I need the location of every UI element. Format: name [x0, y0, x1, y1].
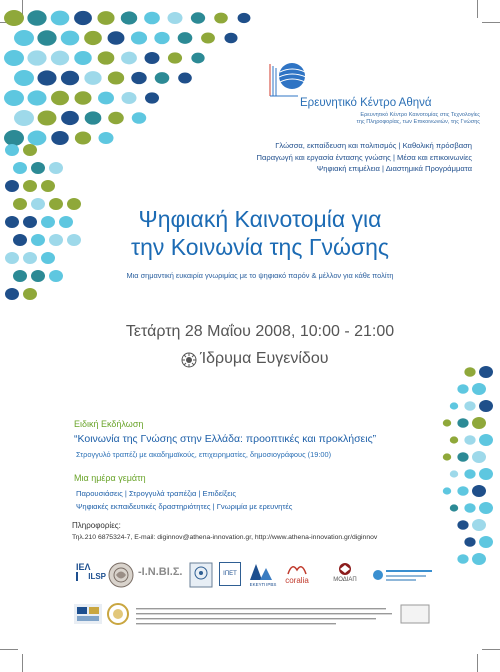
activities-line: Παρουσιάσεις | Στρογγυλά τραπέζια | Επιδείξεις: [76, 489, 236, 498]
decorative-dot: [13, 234, 27, 246]
topic-line: Παραγωγή και εργασία έντασης γνώσης | Μέσα και επικοινωνίες: [256, 152, 472, 162]
special-event-subtitle: Στρογγυλό τραπέζι με ακαδημαϊκούς, επιχειρηματίες, δημοσιογράφους (19:00): [76, 450, 332, 459]
decorative-dot: [61, 111, 79, 125]
decorative-dot: [49, 162, 63, 174]
decorative-dot: [479, 468, 493, 480]
decorative-dot: [154, 32, 169, 44]
activities-line: Ψηφιακές εκπαιδευτικές δραστηριότητες | Γνωριμία με ερευνητές: [76, 502, 293, 511]
decorative-dot: [155, 72, 170, 84]
decorative-dot: [31, 198, 45, 210]
decorative-dot: [4, 50, 24, 66]
institute-seal-icon: [108, 562, 134, 588]
research-center-logo-icon: [248, 560, 276, 582]
modiap-logo: ΜΟΔΙΑΠ: [333, 577, 357, 583]
event-subtitle: Μια σημαντική ευκαιρία γνωριμίας με το ψηφιακό παρόν & μέλλον για κάθε πολίτη: [126, 271, 394, 280]
decorative-dot: [145, 52, 160, 64]
decorative-dot: [27, 50, 46, 65]
decorative-dot: [479, 502, 493, 514]
decorative-dot: [23, 144, 37, 156]
decorative-dot: [457, 384, 468, 394]
decorative-dot: [37, 30, 56, 45]
org-description: Ερευνητικό Κέντρο Καινοτομίας στις Τεχνολογίες της Πληροφορίας, των Επικοινωνιών, της Γνώσης: [356, 112, 480, 125]
coralia-mark-icon: [286, 562, 308, 576]
decorative-dot: [450, 504, 458, 511]
decorative-dot: [5, 252, 19, 264]
info-heading: Πληροφορίες:: [72, 521, 121, 530]
inbis-logo: -Ι.Ν.ΒΙ.Σ.: [138, 566, 183, 578]
decorative-dot: [131, 32, 147, 45]
coralia-logo: coralia: [285, 576, 309, 585]
decorative-dot: [457, 418, 468, 428]
decorative-dot: [75, 91, 92, 105]
decorative-dot: [450, 436, 458, 443]
decorative-dot: [201, 32, 215, 43]
decorative-dot: [144, 12, 160, 25]
decorative-dot: [67, 234, 81, 246]
decorative-dot: [51, 11, 70, 26]
decorative-dot: [132, 112, 146, 124]
decorative-dot: [472, 417, 486, 429]
decorative-dot: [472, 553, 486, 565]
decorative-dot: [464, 503, 475, 513]
ipbs-caption: ΕΚΕΥΠ IPBS: [249, 582, 277, 587]
decorative-dot: [457, 452, 468, 462]
decorative-dot: [85, 111, 102, 124]
decorative-dot: [472, 485, 486, 497]
decorative-dot: [41, 216, 55, 228]
decorative-dot: [224, 33, 237, 43]
decorative-dot: [28, 131, 47, 146]
decorative-dot: [450, 402, 458, 409]
decorative-dot: [51, 131, 69, 145]
decorative-dot: [4, 130, 24, 146]
decorative-dot: [13, 270, 27, 282]
decorative-dot: [98, 92, 114, 105]
decorative-dot: [464, 435, 475, 445]
decorative-dot: [168, 12, 183, 24]
decorative-dot: [37, 70, 56, 85]
decorative-dot: [443, 453, 451, 460]
funding-fine-print: [136, 607, 398, 631]
decorative-dot: [121, 11, 137, 24]
decorative-dot: [457, 520, 468, 530]
decorative-dot: [31, 234, 45, 246]
org-name: Ερευνητικό Κέντρο Αθηνά: [300, 97, 432, 109]
decorative-dot: [61, 71, 79, 86]
decorative-dot: [23, 252, 37, 264]
decorative-dot: [14, 110, 34, 126]
decorative-dot: [108, 31, 125, 45]
eu-flag-icon: [74, 604, 102, 624]
decorative-dot: [41, 252, 55, 264]
topic-line: Γλώσσα, εκπαίδευση και πολιτισμός | Καθολική πρόσβαση: [275, 141, 472, 150]
fine-print-lines-icon: [136, 607, 398, 629]
decorative-dot: [5, 180, 19, 192]
decorative-dot: [38, 110, 57, 125]
special-event-title: “Κοινωνία της Γνώσης στην Ελλάδα: προοπτικές και προκλήσεις”: [74, 433, 377, 445]
decorative-dot: [479, 366, 493, 378]
decorative-dot: [5, 216, 19, 228]
decorative-dot: [464, 469, 475, 479]
decorative-dot: [178, 73, 192, 84]
research-topics: [257, 140, 473, 175]
decorative-dot: [74, 51, 92, 65]
decorative-dot: [214, 13, 228, 24]
ministry-logo-icon: [372, 566, 434, 584]
decorative-dot: [31, 270, 45, 282]
athena-logo-icon: [268, 56, 308, 98]
decorative-dot: [191, 53, 204, 64]
contact-info: Τηλ.210 6875324-7, E-mail: diginnov@athena-innovation.gr, http://www.athena-innovation.gr/diginnov: [72, 534, 378, 541]
decorative-dot: [479, 536, 493, 548]
decorative-dot: [97, 11, 114, 25]
decorative-dot: [14, 70, 34, 86]
decorative-dot: [13, 162, 27, 174]
decorative-dot: [108, 112, 124, 124]
decorative-dot: [61, 31, 79, 46]
special-event-heading: Ειδική Εκδήλωση: [74, 419, 144, 429]
decorative-dot: [479, 400, 493, 412]
decorative-dot: [4, 90, 24, 106]
decorative-dot: [67, 198, 81, 210]
decorative-dot: [59, 216, 73, 228]
decorative-dot: [464, 401, 475, 411]
decorative-dot: [14, 30, 34, 46]
decorative-dot: [49, 198, 63, 210]
decorative-dot: [464, 367, 475, 377]
decorative-dot: [23, 180, 37, 192]
event-venue: Ίδρυμα Ευγενίδου: [200, 350, 329, 367]
operational-programme-logo-icon: [106, 602, 130, 626]
decorative-dot: [51, 91, 69, 105]
decorative-dot: [74, 11, 92, 25]
decorative-dot: [41, 180, 55, 192]
decorative-dot: [122, 92, 137, 104]
iel-ilsp-logo: IEΛ ILSP: [76, 562, 106, 581]
decorative-dot: [49, 270, 63, 282]
decorative-dot: [84, 71, 101, 85]
decorative-dot: [457, 554, 468, 564]
decorative-dot: [4, 10, 24, 26]
decorative-dot: [168, 52, 182, 63]
decorative-dot: [108, 71, 124, 84]
decorative-dot: [464, 537, 475, 547]
decorative-dot: [28, 90, 47, 105]
decorative-dot: [13, 198, 27, 210]
decorative-dot: [27, 10, 46, 25]
decorative-dot: [457, 486, 468, 496]
decorative-dot: [479, 434, 493, 446]
decorative-dot: [145, 92, 159, 103]
decorative-dot: [49, 234, 63, 246]
topic-line: Ψηφιακή επιμέλεια | Διαστημικά Προγράμματα: [316, 164, 472, 173]
decorative-dot: [99, 132, 114, 144]
decorative-dot: [31, 162, 45, 174]
decorative-dot: [443, 419, 451, 426]
decorative-dot: [121, 52, 137, 65]
foundation-emblem-icon: [181, 352, 197, 368]
sponsor-logo-icon: [400, 604, 430, 624]
full-day-heading: Μια ημέρα γεμάτη: [74, 473, 146, 483]
decorative-dot: [75, 132, 91, 145]
decorative-dot: [5, 288, 19, 300]
decorative-dot: [98, 51, 115, 64]
decorative-dot: [472, 451, 486, 463]
institute-emblem-icon: [189, 562, 213, 588]
decorative-dot: [178, 32, 193, 44]
event-title: Ψηφιακή Καινοτομία για την Κοινωνία της Γνώσης: [130, 206, 390, 260]
decorative-dot: [238, 13, 251, 23]
decorative-dot: [450, 470, 458, 477]
decorative-dot: [191, 12, 205, 23]
ipet-logo: ΙΠΕΤ: [219, 562, 241, 586]
modiap-mark-icon: [334, 562, 356, 576]
event-date: Τετάρτη 28 Μαΐου 2008, 10:00 - 21:00: [125, 323, 395, 340]
decorative-dot: [5, 144, 19, 156]
decorative-dot: [131, 72, 146, 84]
decorative-dot: [472, 519, 486, 531]
decorative-dot: [23, 288, 37, 300]
decorative-dot: [472, 383, 486, 395]
decorative-dot: [23, 216, 37, 228]
decorative-dot: [443, 487, 451, 494]
decorative-dot: [84, 31, 102, 45]
decorative-dot: [51, 51, 69, 66]
